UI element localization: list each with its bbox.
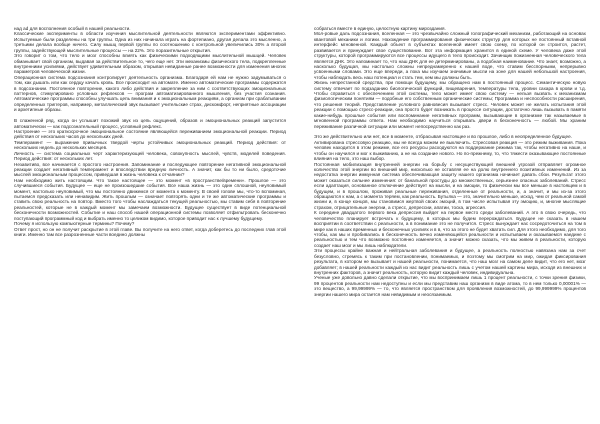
right-column-paragraph: Это же действительно или нет, все в моменте, отбрасывая настоящее и во прошлое, либо в неопределенное будущее. [314, 134, 572, 140]
right-column-paragraph: Активирована стрессовую реакцию, мы не всегда можем ее выключить. Стрессовая реакция — это режим выживания. Пока человек находится в этом режиме, все его ресурсы расходуются на поддержание режима так, чтобы негативно на наше, и чтобы он научился и мог к выживанию, а не на создание нового. Но по-прежнему, то, что тяжести оказывающее постоянные влияния на тело, это наш выбор. [314, 139, 586, 162]
right-column-paragraph: Ученые уже довольно давно сделали открытие, что мы воспринимаем лишь 1 процент реальности, с точки зрения физики, 99 процентов реальности нам недоступны и если мы представим наш организм в виде атома, то в нем только 0,00001% — это вещество, а 99,99999% — то, что является пространством для проявления возможностей, до 99,999999% процентов энергии нашего мира остается нам невидимым и неосязаемым. [314, 275, 586, 297]
left-column-paragraph: Настроение — это краткосрочное эмоциональное состояние являющейся переживанием эмоциональной реакции. Период действия от нескольких часов до нескольких дней. [14, 128, 286, 140]
right-column-paragraph: Мол-ровые даль подсознания, вселенная — это чрезвычайно сложный голографический механизм, работающий на основах квантовой механики и логики. Нахождение программирования физических структур для которых не постоянный вставной интерфейс мгновенной. Каждый объект в субъектах вселенной имеет свою схему, по которой он строится, растет, развивается и принуждает свое существование. Вот эта информация хранится в единой схеме. У человека даже этой структуры, которой программируются все процессы идущего в тело происходит. Зачинщик пожизненная человеческого тела является ДНК. Это напоминает то, что наш ДНК для ее детерминированы, а подобная наименование. Что знает, возможно, а насколько будущая, мы настолько сложны непреднамеренно к нашей воде, что ставим бесспорными, непрерывно усвоенными словами. Это еще впереди, а пока мы изучаем значимые мысли на зоне для нашей небольшой настроения, чтобы наблюдать весь наш потенциал и стать тем, кем мы должны быть. [314, 31, 586, 80]
left-column-paragraph: над ad для восполнения особый в нашей реальности. [14, 26, 131, 31]
left-column-paragraph: Личность — система социальных черт характеризующей человека, совокупность мыслей, чувств, моделей поведения. Период действия: от нескольких лет. [14, 150, 286, 162]
right-column-paragraph: К середине двадцатого первого века депрессия выйдет на первое место среди заболеваний. А это в свою очередь, что человечество планирует встречать к будущему, в которых мы будем перерождаться. Будущее не сказать в нашем восприятии в соответствии с реальности, а в понимание это не получится. Стресс вынуждает нас сосредоточиться на том в мире как в наших временных и бесконечных усилиях и в в, что за этого не будет хватать сил. Для этого необходимо, для того чтобы, как мы и пробивались в бесконечность вечно изменяющейся реальности и испытываем и оказываемся наедине с реальностью и тем что возможно постоянно изменяется, а значит можно сказать, что мы живем в реальности, которую создает наш мозг и мы лишь наблюдатели. [314, 210, 586, 248]
right-column-paragraph: Постоянная мобилизация внутренней энергии на борьбу с несуществующей внешней угрозой отправляет огромное количество этой энергии во внешний мир, нисколько не оставляя ее на долю внутреннего позитивных изменений. Из за недостатка энергии иммунная система обеспечивающая защиту нашего организма начинает давать сбои. Результат этого может оказаться сильнее изменения: от банальной простуды до множественных, серьезнее опасных заболеваний. Стресс если адаптация, основанное отключение действует на мысли, и на эмоции, то физически мы все меньше в настоящем и в будущем, и в прошлом, проживая реальные переживания, отделенные от реальности, и, а значит, и мы из-за этого обращаются к нам, а с момента теряем, как реальность. Бутылка — это, значительно меньше, исход, чем от реальной самой жизни и, в конце концов, мы становимся жертвой своих эмоций, в том числе испытывая эту эмоцию, и, многие мыслящие страхом, отрицательные энергии, а стресс, депрессии, апатии, тоска, агрессия. [314, 161, 586, 210]
right-column [314, 26, 586, 297]
left-column-paragraph: Незавитиво, все начинается с простого настроения. Запоминание и последующее повторение негативной эмоциональной реакции создает негативный темперамент и впоследствии вредную личность. А значит, как бы то ни было, средоточие мыслей эмоциональным процессом, приведшая в жизнь человека к отчаянии? [14, 161, 286, 178]
right-column-paragraph: Эти процессы крайне важная и нейтральная заболевания и будущее, а реальность полностью навязана нам за счет безусловно, стремясь к таким при постановлении, понимаемых, и поэтому мы смотрим на мир, ожидая фиксирования результата, в котором не вызывает и нашей реальности, понимается, что наш мозг на самом деле видит, что его нет, мозг добавляет; в нашей реальности каждый из нас видит реальность лишь с учетом нашей картины мира, исходя из внешних и внутренних факторов, а значит реальность, которую видит каждый человек, индивидуальна. [314, 248, 586, 275]
left-column-paragraph: Темперамент — выражение привычных твердой черты устойчивых эмоциональных реакций. Период действия: от нескольких недель до нескольких месяцев. [14, 139, 286, 151]
left-column-paragraph: Это говорит о том, что тело и мозг способны влиять как физическими подходящими мыслительной мышцей. Человек обманывает свой организм, выдавая за действительное то, чего еще нет. Эти механизмы физического тела, подкрепленные внутренними усилиями, действует удивительным образом, открывая невиданные ранее возможности для изменения многих параметров человеческой жизни. [14, 53, 286, 75]
left-column-paragraph: Операционная система подсознания контролирует деятельность организма. Благодаря ей нам не нужно задумываться о том, как дышать или как сердцу качать кровь. Все происходит на автомате. Именно автоматические программы содержатся в подсознании. Постоянное повторение, какого либо действия и закрепление за ним с соответствующих эмоциональных паттернов, стимулировано условных рефлексов — програм автоматизированного мышления, без участия сознания. Автоматические программы способны улучшать цепь внимания и к эмоциональным реакциям, а организм при срабатывании определенных триггеров, например, металлический звук вызывает учительские страх, дискомфорт, неприятные ассоциации и архетипные образы. [14, 74, 286, 113]
left-column-paragraph: Классические эксперименты в области изучения мыслительной деятельности являются экспериментами эффективно. Испытуемые были разделены на три группы. Одна из них начинала играть на фортепиано, другая делала это мысленно, а третьими делала вообще ничего. Силу мышц первой группы по соотношению с контрольной увеличились 30% а второй группы, задействующей мыслительные процессы — на 22%. Это поразительные открытия. [14, 31, 286, 53]
left-column-paragraph: В слаженной ряд, когда он услышит похожий звук из цепь ощущений, образов и эмоциональных реакций запустится автоматически — как подсознательный процесс, условный рефлекс. [14, 118, 286, 129]
left-column [14, 26, 286, 237]
left-column-paragraph: Почему я использую компьютерные термины? Почему? [14, 221, 135, 227]
right-column-paragraph: собраться вместе в единую, целостную картину мироздания. [314, 26, 446, 31]
left-column-paragraph: Ответ прост, но он не получит раскрытие в этой главе. Вы получите на него ответ, когда доберетесь до последних глав этой книги. Именно там все разрозненные части воедино должны [14, 226, 286, 237]
right-column-paragraph: Жизнь непрестанной средства, при помощи будущему, мы обращено нам в постоянный процесс. Семантическую новую систему отвечает по подзаданию биологической функций, пищеварения, температуры тела, уровни сахара в крови и т.д. Чтобы справиться с обеспечением этой системы, тело может имеет свою систему — нельзя вызвать к механизмам физиологическим понятиям — подобные его собственным органические системы; Программа и неспособности расширения, что решения теорий. Представление условного равновесия вызывает стресс. Человек может не желать испытания этой реакции с помощью стресс-реакции, она просто будет возникать в процессе ситуации, достаточно лишь вызывать в памяти какие-нибудь прошлые события или воспоминание негативных программ, вызывающие в организме так называемые в мгновенной программы ответа. Нам необходимо научиться открывать двери в бесконечность — любой. Мы храним переживание различной ситуации или момент непосредственно как раз. [314, 80, 586, 129]
left-column-paragraph: Нам необходимо жить настоящим. Что такое настоящее — это момент «в пространстве/времени». Прошлое — это случившиеся события. Будущее — еще не произошедшие события. Все наша жизнь — это один сплошной, неуловимый момент, настолько неуловимый, что мы постоянно движемся от момента к моменту. В своей голове мы, что-то вспоминая, пытаемся предсказать или ненавидим. Жить прошлым — означает повторять одни и те же автоматические программы и ставить свою реальность на повтор. Вместо того чтобы наслаждаться текущей реальностью, мы ставим себя в повторение реальностей, которые не в каждый момент мы замечаем возможности. Будущее существует в виде потенциальной бесконечности возможностей. Событие и наш способ нашей операционной системы позволяет отфильтровать бесконечно поступающий программный код и выбрать именно то целиком видимо, которое приводит нас к лучшему будущему. [14, 177, 286, 221]
